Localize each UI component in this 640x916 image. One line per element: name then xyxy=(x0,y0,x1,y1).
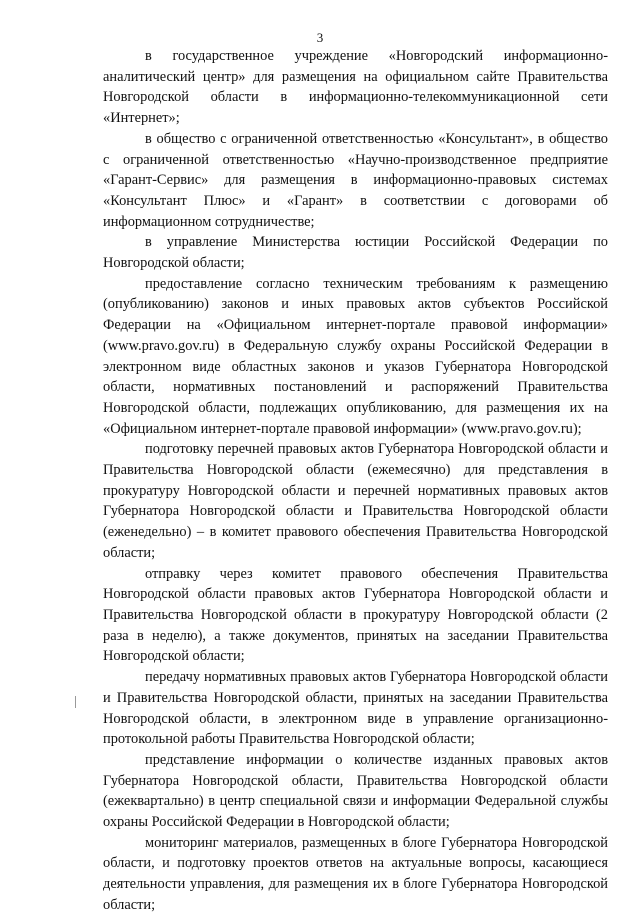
paragraph-3: в управление Министерства юстиции Российской Федерации по Новгородской области; xyxy=(103,234,608,272)
paragraph-8: представление информации о количестве изданных правовых актов Губернатора Новгородской области, Правительства Новгородской области (ежеквартально) в центр специальной связи и информации Федеральной службы охраны Российской Федерации в Новгородской области; xyxy=(103,751,608,831)
paragraph-2: в общество с ограниченной ответственностью «Консультант», в общество с ограниченной ответственностью «Научно-производственное предприятие «Гарант-Сервис» для размещения в информационно-правовых системах «Консультант Плюс» и «Гарант» в соответствии с договорами об информационном сотрудничестве; xyxy=(103,130,608,230)
scan-mark xyxy=(75,696,76,708)
paragraph-4: предоставление согласно техническим требованиям к размещению (опубликованию) законов и иных правовых актов субъектов Российской Федерации на «Официальном интернет-портале правовой информации» (www.pravo.gov.ru) в Федеральную службу охраны Российской Федерации в электронном виде областных законов и указов Губернатора Новгородской области, нормативных постановлений и распоряжений Правительства Новгородской области, подлежащих опубликованию, для размещения их на «Официальном интернет-портале правовой информации» (www.pravo.gov.ru); xyxy=(103,275,608,437)
paragraph-5: подготовку перечней правовых актов Губернатора Новгородской области и Правительства Новгородской области (ежемесячно) для представления в прокуратуру Новгородской области и перечней нормативных правовых актов Губернатора Новгородской области и Правительства Новгородской области (еженедельно) – в комитет правового обеспечения Правительства Новгородской области; xyxy=(103,441,608,561)
paragraph-7: передачу нормативных правовых актов Губернатора Новгородской области и Правительства Новгородской области, принятых на заседании Правительства Новгородской области, в электронном виде в управление организационно-протокольной работы Правительства Новгородской области; xyxy=(103,669,608,748)
paragraph-9: мониторинг материалов, размещенных в блоге Губернатора Новгородской области, и подготовку проектов ответов на актуальные вопросы, касающиеся деятельности управления, для размещения их в блоге Губернатора Новгородской области; xyxy=(103,834,608,913)
paragraph-6: отправку через комитет правового обеспечения Правительства Новгородской области правовых актов Губернатора Новгородской области и Правительства Новгородской области в прокуратуру Новгородской области (2 раза в неделю), а также документов, принятых на заседании Правительства Новгородской области; xyxy=(103,565,608,665)
page-number: 3 xyxy=(316,30,324,45)
document-body xyxy=(103,46,608,916)
paragraph-1: в государственное учреждение «Новгородский информационно-аналитический центр» для размещения на официальном сайте Правительства Новгородской области в информационно-телекоммуникационной сети «Интернет»; xyxy=(103,48,608,127)
